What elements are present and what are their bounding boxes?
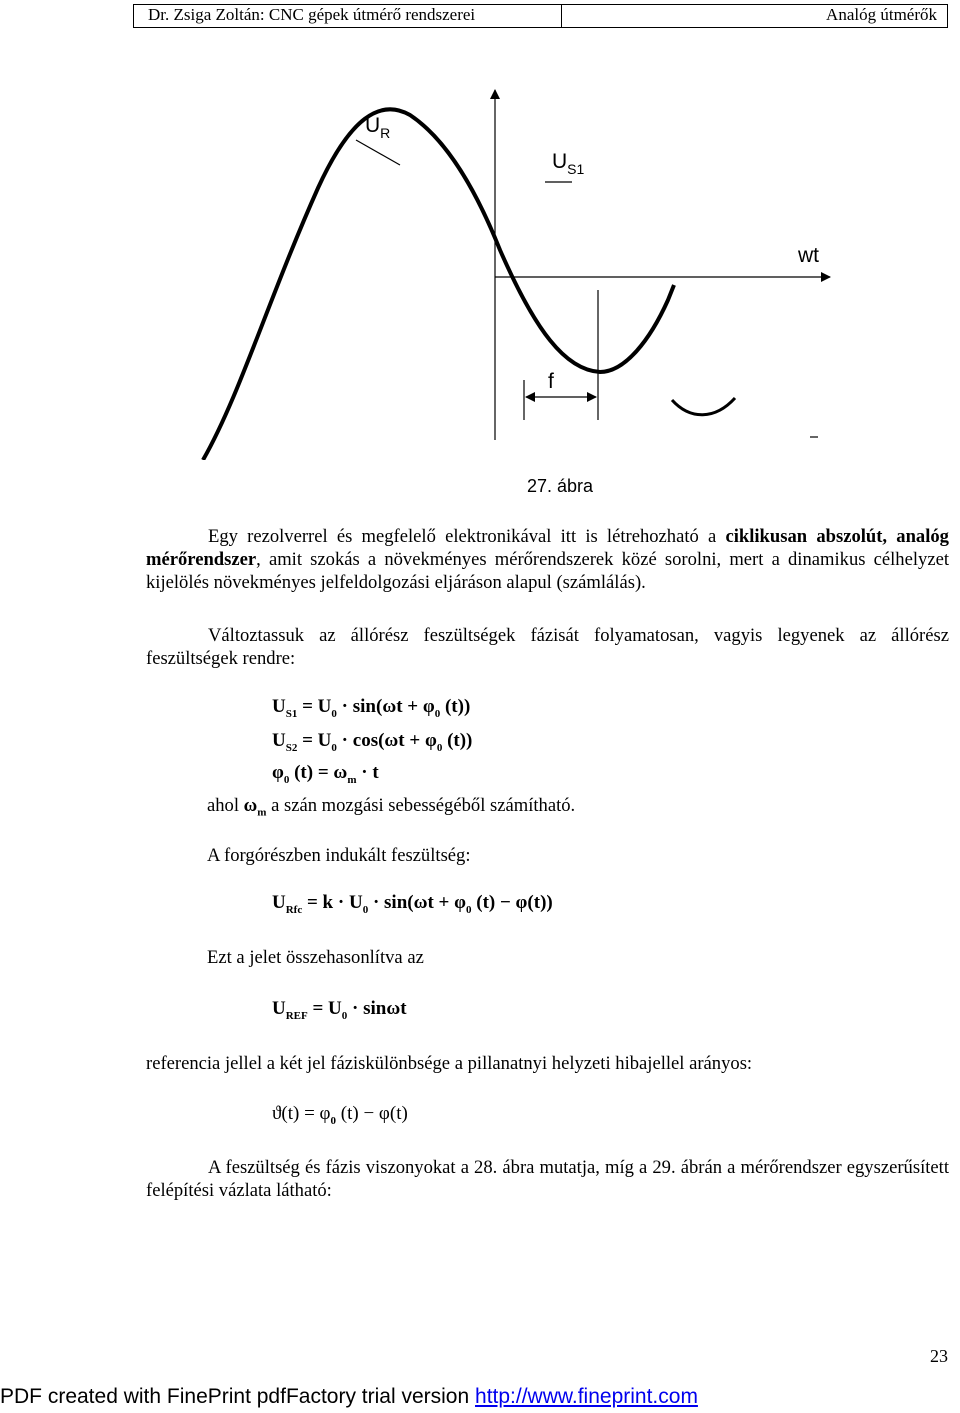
us1-curve [672, 398, 735, 415]
ur-curve [203, 109, 674, 460]
ur-leader [356, 140, 400, 165]
footer-link[interactable]: http://www.fineprint.com [475, 1385, 698, 1408]
header-left: Dr. Zsiga Zoltán: CNC gépek útmérő rendszerei [134, 5, 562, 27]
page-header [133, 4, 948, 28]
footer-text: PDF created with FinePrint pdfFactory trial version [0, 1385, 476, 1408]
label-ur: $U_R$ [365, 114, 391, 141]
paragraph-5: referencia jellel a két jel fáziskülönbsége a pillanatnyi helyzeti hibajellel arányos: [146, 1053, 753, 1074]
equation-urfc: $U_{Rfc} = k \cdot U_0 \cdot \sin(\omega t + \varphi_0$ (t) − φ(t)) [272, 892, 553, 916]
equation-us2: $U_{S2} = U_0 \cdot \cos(\omega t + \varphi_0$ (t)) [272, 730, 473, 754]
label-f: f [548, 370, 554, 393]
figure-caption: 27. ábra [526, 476, 594, 496]
paragraph-6: A feszültség és fázis viszonyokat a 28. ábra mutatja, míg a 29. ábrán a mérőrendszer egyszerűsített felépítési vázlata látható: [146, 1157, 949, 1201]
paragraph-2: Változtassuk az állórész feszültségek fázisát folyamatosan, vagyis legyenek az állórész feszültségek rendre: [146, 625, 949, 669]
equation-theta: $ϑ(t) = \varphi_0$ (t) − φ(t) [272, 1103, 408, 1127]
ahol-line: ahol $\omega_m$ a szán mozgási sebességéből számítható. [207, 795, 576, 819]
footer [0, 1385, 698, 1409]
label-us1: $U_{S1}$ [552, 150, 585, 177]
paragraph-1: Egy rezolverrel és megfelelő elektronikával itt is létrehozható a ciklikusan abszolút, analóg mérőrendszer, amit szokás a növekményes mérőrendszerek közé sorolni, mert a dinamikus célhelyzet kijelölés növekményes jelfeldolgozási eljáráson alapul (számlálás). [146, 526, 949, 593]
paragraph-4: Ezt a jelet összehasonlítva az [207, 947, 424, 968]
page-number: 23 [930, 1346, 948, 1366]
figure-27 [0, 60, 960, 460]
label-wt: wt [798, 244, 819, 267]
header-right: Analóg útmérők [826, 5, 937, 24]
equation-us1: $U_{S1} = U_0 \cdot \sin(\omega t + \varphi_0$ (t)) [272, 696, 471, 720]
paragraph-3: A forgórészben indukált feszültség: [207, 845, 471, 866]
equation-uref: $U_{REF} = U_0 \cdot \sin\omega t$ [272, 998, 407, 1022]
equation-phi0: $\varphi_0$ $(t) = \omega_m \cdot t$ [272, 762, 379, 786]
